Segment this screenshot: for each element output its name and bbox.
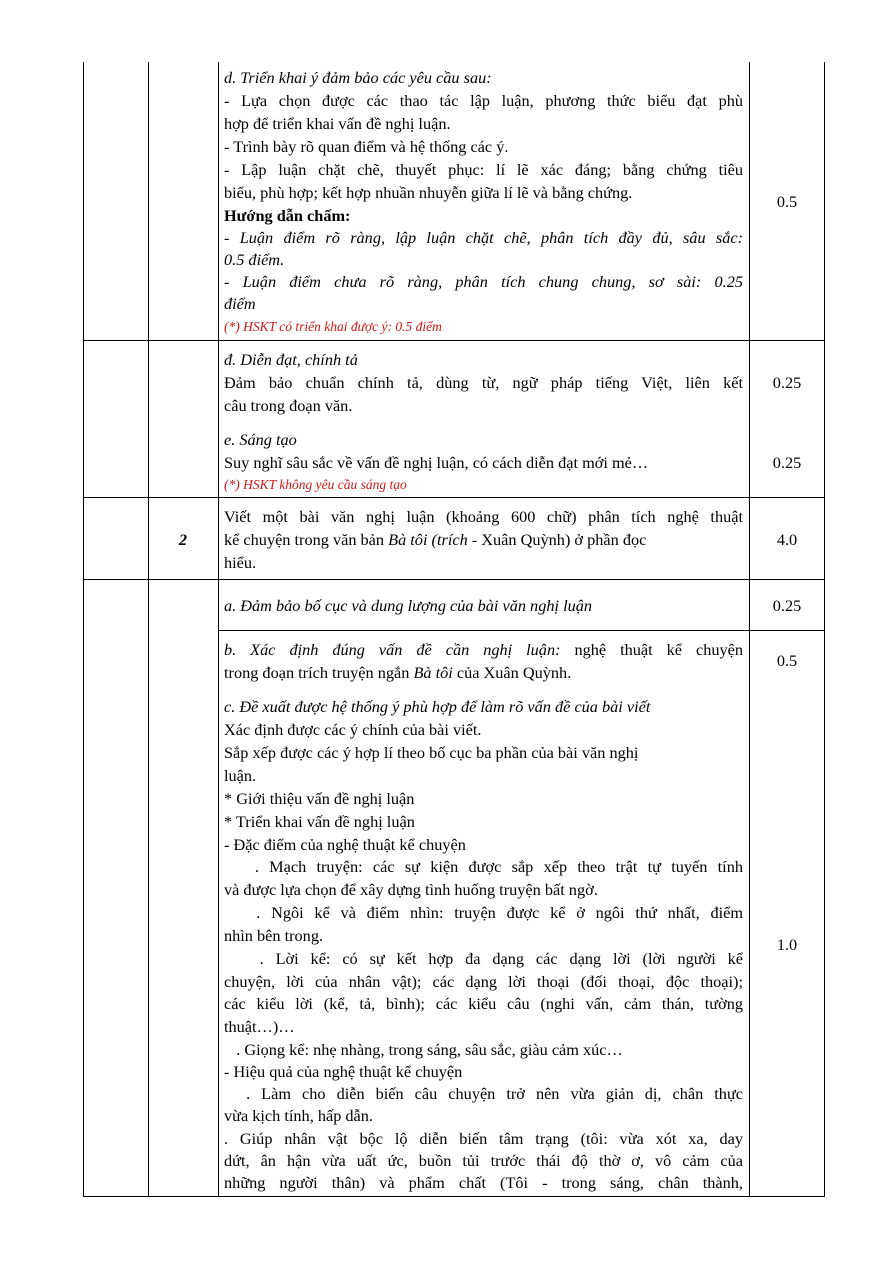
criterion-text: Đảm bảo chuẩn chính tả, dùng từ, ngữ pháp tiếng Việt, liên kết <box>224 373 743 392</box>
criterion-heading: c. Đề xuất được hệ thống ý phù hợp để làm rõ vấn đề của bài viết <box>224 697 651 716</box>
criterion-text: * Triển khai vấn đề nghị luận <box>224 812 415 831</box>
criterion-text: . Làm cho diễn biến câu chuyện trở nên vừa giản dị, chân thực <box>224 1084 744 1103</box>
criterion-text: . Giọng kể: nhẹ nhàng, trong sáng, sâu sắc, giàu cảm xúc… <box>224 1040 623 1059</box>
criterion-text: luận. <box>224 766 257 785</box>
special-needs-note: (*) HSKT không yêu cầu sáng tạo <box>224 477 407 492</box>
question-text <box>224 530 646 550</box>
work-title: Bà tôi <box>413 663 453 682</box>
grading-guide-text: 0.5 điểm. <box>224 250 285 269</box>
criterion-heading: đ. Diễn đạt, chính tả <box>224 350 358 369</box>
criterion-text: câu trong đoạn văn. <box>224 396 353 415</box>
criterion-text: . Ngôi kể và điểm nhìn: truyện được kể ở ngôi thứ nhất, điểm <box>224 903 743 922</box>
criterion-text: . Giúp nhân vật bộc lộ diễn biến tâm trạng (tôi: vừa xót xa, day <box>224 1129 743 1148</box>
criterion-text: - Lựa chọn được các thao tác lập luận, phương thức biểu đạt phù <box>224 91 743 110</box>
criterion-text: nhìn bên trong. <box>224 926 324 945</box>
row-divider <box>218 630 825 631</box>
excerpt-note: (trích <box>431 530 468 549</box>
criterion-text: vừa kịch tính, hấp dẫn. <box>224 1106 373 1125</box>
score-cell: 0.25 <box>772 453 802 472</box>
row-divider <box>83 579 825 580</box>
criterion-text: Sắp xếp được các ý hợp lí theo bố cục ba phần của bài văn nghị <box>224 743 639 762</box>
grading-guide-text: - Luận điểm chưa rõ ràng, phân tích chung chung, sơ sài: 0.25 <box>224 272 743 291</box>
criterion-text-part: trong đoạn trích truyện ngắn <box>224 663 410 682</box>
question-text: hiểu. <box>224 553 257 572</box>
score-cell: 4.0 <box>776 530 798 549</box>
criterion-text: - Lập luận chặt chẽ, thuyết phục: lí lẽ xác đáng; bằng chứng tiêu <box>224 160 743 179</box>
score-cell: 0.5 <box>776 651 798 670</box>
criterion-text-part: nghệ thuật kể chuyện <box>574 640 744 659</box>
grading-guide-text: - Luận điểm rõ ràng, lập luận chặt chẽ, phân tích đầy đủ, sâu sắc: <box>224 228 743 247</box>
criterion-text: - Đặc điểm của nghệ thuật kể chuyện <box>224 835 466 854</box>
criterion-heading: b. Xác định đúng vấn đề cần nghị luận: <box>224 640 561 659</box>
criterion-text: hợp để triển khai vấn đề nghị luận. <box>224 114 451 133</box>
criterion-text: biểu, phù hợp; kết hợp nhuần nhuyễn giữa lí lẽ và bằng chứng. <box>224 183 633 202</box>
criterion-text <box>224 640 743 660</box>
criterion-text <box>224 663 571 683</box>
criterion-text: Suy nghĩ sâu sắc về vấn đề nghị luận, có cách diễn đạt mới mẻ… <box>224 453 649 472</box>
criterion-text: . Lời kể: có sự kết hợp đa dạng các dạng lời (lời người kể <box>224 949 743 968</box>
question-number: 2 <box>178 530 188 549</box>
criterion-text: * Giới thiệu vấn đề nghị luận <box>224 789 415 808</box>
special-needs-note: (*) HSKT có triển khai được ý: 0.5 điểm <box>224 319 442 334</box>
grading-guide-heading: Hướng dẫn chấm: <box>224 206 351 225</box>
table-border-left <box>83 62 84 1197</box>
score-cell: 0.25 <box>772 373 802 392</box>
question-text-part: kể chuyện trong văn bản <box>224 530 385 549</box>
criterion-text: . Mạch truyện: các sự kiện được sắp xếp theo trật tự tuyến tính <box>224 857 743 876</box>
criterion-text: Xác định được các ý chính của bài viết. <box>224 720 482 739</box>
score-cell: 1.0 <box>776 935 798 954</box>
criterion-text: dứt, ân hận vừa uất ức, buồn tủi trước thái độ thờ ơ, vô cảm của <box>224 1151 743 1170</box>
criterion-heading: e. Sáng tạo <box>224 430 297 449</box>
table-divider-1 <box>148 62 149 1197</box>
criterion-text: thuật…)… <box>224 1017 295 1036</box>
criterion-text: chuyện, lời của nhân vật); các dạng lời thoại (đối thoại, độc thoại); <box>224 972 743 991</box>
criterion-text-part: của Xuân Quỳnh. <box>456 663 572 682</box>
criterion-text: - Hiệu quả của nghệ thuật kể chuyện <box>224 1062 463 1081</box>
row-divider <box>83 497 825 498</box>
score-cell: 0.25 <box>772 596 802 615</box>
criterion-text: - Trình bày rõ quan điểm và hệ thống các ý. <box>224 137 509 156</box>
criterion-heading: a. Đảm bảo bố cục và dung lượng của bài văn nghị luận <box>224 596 593 615</box>
criterion-heading: d. Triển khai ý đảm bảo các yêu cầu sau: <box>224 68 492 87</box>
criterion-text: các kiểu lời (kể, tả, bình); các kiểu câu (nghi vấn, cảm thán, tường <box>224 994 743 1013</box>
grading-guide-text: điểm <box>224 294 256 313</box>
row-divider <box>83 340 825 341</box>
score-cell: 0.5 <box>776 192 798 211</box>
question-text: Viết một bài văn nghị luận (khoảng 600 chữ) phân tích nghệ thuật <box>224 507 743 526</box>
work-title: Bà tôi <box>388 530 428 549</box>
criterion-text: những người thân) và phẩm chất (Tôi - trong sáng, chân thành, <box>224 1173 743 1192</box>
question-text-part: - Xuân Quỳnh) ở phần đọc <box>471 530 647 549</box>
criterion-text: và được lựa chọn để xây dựng tình huống truyện bất ngờ. <box>224 880 598 899</box>
